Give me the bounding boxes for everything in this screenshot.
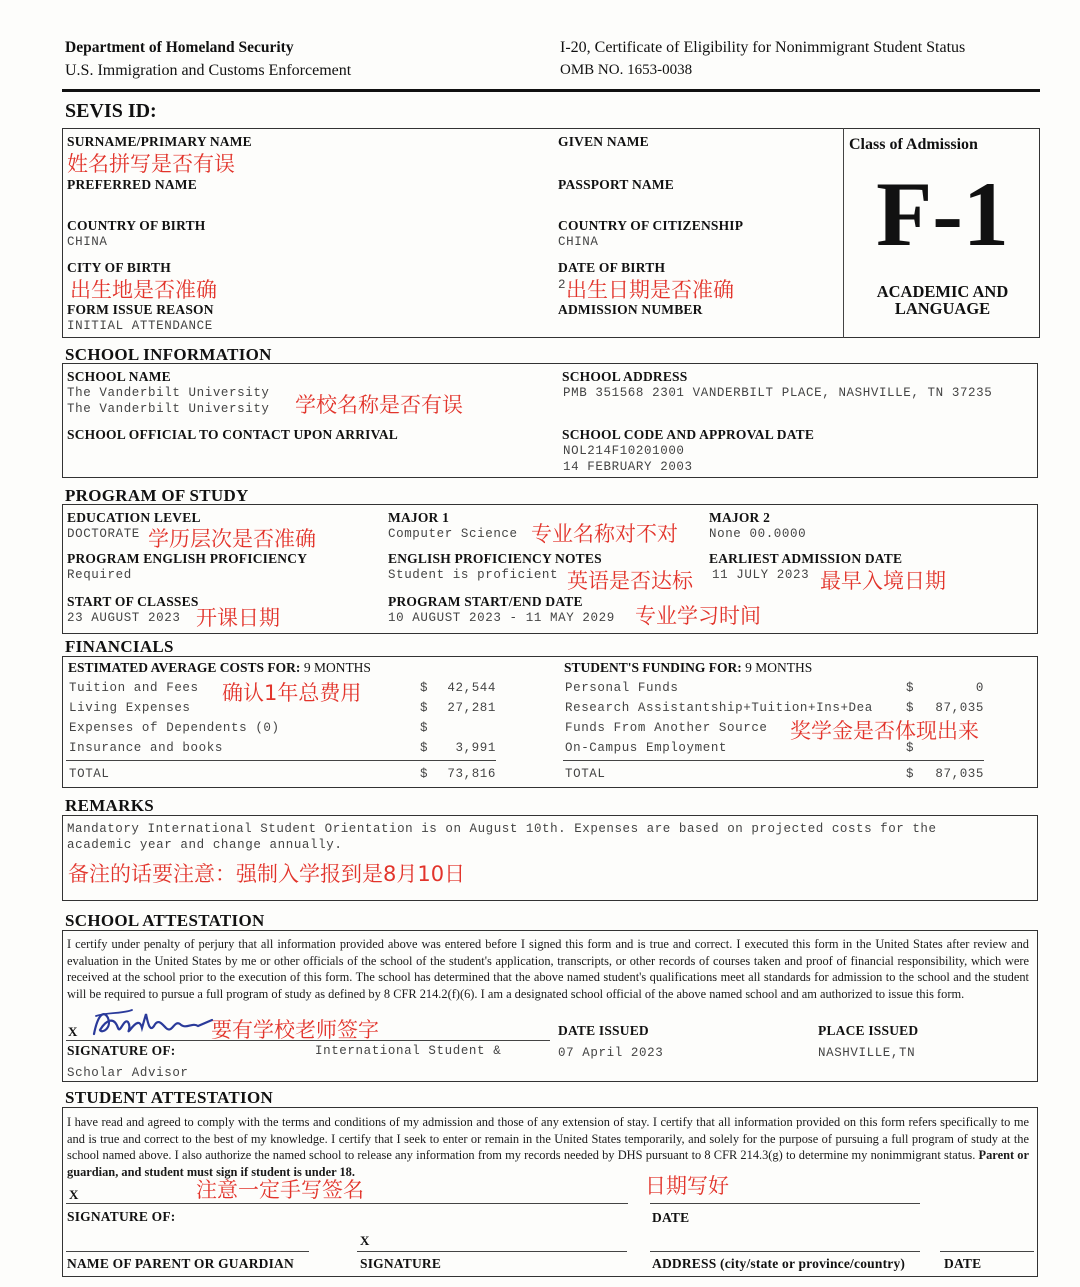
edu-level-label: EDUCATION LEVEL bbox=[67, 510, 201, 525]
admission-class: F-1 bbox=[876, 163, 1009, 265]
parent-signature-label: SIGNATURE bbox=[360, 1256, 442, 1271]
student-date-label: DATE bbox=[652, 1210, 690, 1225]
parent-sign-x: X bbox=[360, 1233, 370, 1248]
citizenship-value: CHINA bbox=[558, 235, 599, 249]
funding-currency: $ bbox=[906, 681, 915, 695]
cost-currency: $ bbox=[420, 681, 429, 695]
cost-label: Tuition and Fees bbox=[69, 681, 199, 695]
parent-date-label: DATE bbox=[944, 1256, 982, 1271]
annotation-school-name: 学校名称是否有误 bbox=[295, 393, 463, 417]
omb-number: OMB NO. 1653-0038 bbox=[560, 62, 693, 78]
annotation-teacher-sign: 要有学校老师签字 bbox=[211, 1018, 379, 1042]
funding-label: Funds From Another Source bbox=[565, 721, 768, 735]
school-name-1: The Vanderbilt University bbox=[67, 386, 270, 400]
funding-amount: 0 bbox=[975, 681, 984, 695]
cost-currency: $ bbox=[420, 701, 429, 715]
program-dates-label: PROGRAM START/END DATE bbox=[388, 594, 583, 609]
funding-total: 87,035 bbox=[935, 767, 984, 781]
preferred-name-label: PREFERRED NAME bbox=[67, 177, 197, 192]
city-birth-label: CITY OF BIRTH bbox=[67, 260, 171, 275]
edu-level-value: DOCTORATE bbox=[67, 527, 140, 541]
student-date-line[interactable] bbox=[650, 1203, 920, 1204]
major1-label: MAJOR 1 bbox=[388, 510, 450, 525]
major2-value: None 00.0000 bbox=[709, 527, 807, 541]
cost-label: Living Expenses bbox=[69, 701, 191, 715]
place-issued-label: PLACE ISSUED bbox=[818, 1023, 919, 1038]
major1-value: Computer Science bbox=[388, 527, 518, 541]
header-rule bbox=[62, 89, 1040, 92]
funding-total-currency: $ bbox=[906, 767, 915, 781]
costs-header: ESTIMATED AVERAGE COSTS FOR: 9 MONTHS bbox=[68, 660, 371, 675]
remarks-title: REMARKS bbox=[65, 796, 154, 815]
english-notes-value: Student is proficient bbox=[388, 568, 559, 582]
date-issued: 07 April 2023 bbox=[558, 1046, 664, 1060]
annotation-hand-sign: 注意一定手写签名 bbox=[196, 1178, 364, 1202]
start-classes-label: START OF CLASSES bbox=[67, 594, 199, 609]
funding-label: On-Campus Employment bbox=[565, 741, 728, 755]
parent-name-label: NAME OF PARENT OR GUARDIAN bbox=[67, 1256, 294, 1271]
annotation-program-time: 专业学习时间 bbox=[635, 604, 761, 628]
issue-reason-value: INITIAL ATTENDANCE bbox=[67, 319, 213, 333]
remarks-line-2: academic year and change annually. bbox=[67, 838, 343, 852]
school-name-2: The Vanderbilt University bbox=[67, 402, 270, 416]
cost-currency: $ bbox=[420, 721, 429, 735]
annotation-edu-level: 学历层次是否准确 bbox=[148, 527, 316, 551]
dob-value: 2 bbox=[558, 278, 567, 292]
student-attestation-title: STUDENT ATTESTATION bbox=[65, 1088, 274, 1107]
date-issued-label: DATE ISSUED bbox=[558, 1023, 649, 1038]
funding-header: STUDENT'S FUNDING FOR: 9 MONTHS bbox=[564, 660, 813, 675]
school-attestation-title: SCHOOL ATTESTATION bbox=[65, 911, 265, 930]
cost-currency: $ bbox=[420, 741, 429, 755]
funding-amount: 87,035 bbox=[935, 701, 984, 715]
official-title-2: Scholar Advisor bbox=[67, 1066, 189, 1080]
dob-label: DATE OF BIRTH bbox=[558, 260, 666, 275]
cost-amount: 27,281 bbox=[447, 701, 496, 715]
issue-reason-label: FORM ISSUE REASON bbox=[67, 302, 214, 317]
annotation-start-class: 开课日期 bbox=[196, 606, 280, 630]
school-info-title: SCHOOL INFORMATION bbox=[65, 345, 272, 364]
annotation-date-write: 日期写好 bbox=[645, 1174, 729, 1198]
student-sign-line[interactable] bbox=[66, 1203, 628, 1204]
funding-label: Research Assistantship+Tuition+Ins+Dea bbox=[565, 701, 873, 715]
financials-title: FINANCIALS bbox=[65, 637, 174, 656]
annotation-birth-date: 出生日期是否准确 bbox=[566, 278, 734, 302]
dept-name: Department of Homeland Security bbox=[65, 39, 294, 56]
student-attestation-text: I have read and agreed to comply with the terms and conditions of my admission and those of any extension of stay. I certify that all information provided on this form refers specifically to me and is true and correct to the best of my knowledge. I certify that I seek to enter or remain in the United States temporarily, and solely for the purpose of pursuing a full program of study at the school named above. I also authorize the named school to release any information from my records needed by DHS pursuant to 8 CFR 214.3(g) to determine my nonimmigrant status. Parent or guardian, and student must sign if student is under 18. bbox=[67, 1115, 1030, 1179]
costs-total: 73,816 bbox=[447, 767, 496, 781]
annotation-english: 英语是否达标 bbox=[567, 569, 693, 593]
school-address: PMB 351568 2301 VANDERBILT PLACE, NASHVILLE, TN 37235 bbox=[563, 386, 993, 400]
earliest-value: 11 JULY 2023 bbox=[712, 568, 810, 582]
admission-type-2: LANGUAGE bbox=[894, 299, 991, 318]
remarks-line-1: Mandatory International Student Orientation is on August 10th. Expenses are based on projected costs for the bbox=[67, 822, 937, 836]
student-sign-x: X bbox=[69, 1187, 79, 1202]
school-attestation-text: I certify under penalty of perjury that all information provided above was entered before I signed this form and is true and correct. I executed this form in the United States after review and evaluation in the United States by me or other officials of the school of the student's application, transcripts, or other records of courses taken and proof of financial responsibility, which were received at the school prior to the execution of this form. The school has determined that the above named student's qualifications meet all standards for admission to the school and the student will be required to pursue a full program of study as defined by 8 CFR 214.2(f)(6). I am a designated school official of the above named school and am authorized to issue this form. bbox=[67, 937, 1029, 1001]
cost-label: Insurance and books bbox=[69, 741, 223, 755]
english-notes-label: ENGLISH PROFICIENCY NOTES bbox=[388, 551, 602, 566]
costs-total-rule bbox=[66, 760, 496, 761]
parent-date-line[interactable] bbox=[940, 1251, 1034, 1252]
school-code-label: SCHOOL CODE AND APPROVAL DATE bbox=[562, 427, 815, 442]
funding-currency: $ bbox=[906, 741, 915, 755]
school-signature-of-label: SIGNATURE OF: bbox=[67, 1043, 176, 1058]
agency-name: U.S. Immigration and Customs Enforcement bbox=[65, 62, 352, 79]
approval-date: 14 FEBRUARY 2003 bbox=[563, 460, 693, 474]
annotation-total-cost: 确认1年总费用 bbox=[222, 681, 362, 705]
country-birth-label: COUNTRY OF BIRTH bbox=[67, 218, 206, 233]
place-issued: NASHVILLE,TN bbox=[818, 1046, 916, 1060]
surname-label: SURNAME/PRIMARY NAME bbox=[67, 134, 252, 149]
cost-label: Expenses of Dependents (0) bbox=[69, 721, 280, 735]
given-name-label: GIVEN NAME bbox=[558, 134, 649, 149]
admission-divider bbox=[843, 128, 844, 338]
parent-address-label: ADDRESS (city/state or province/country) bbox=[652, 1256, 906, 1271]
annotation-scholarship: 奖学金是否体现出来 bbox=[790, 719, 979, 743]
admission-type-1: ACADEMIC AND bbox=[876, 282, 1009, 301]
class-admission-label: Class of Admission bbox=[849, 136, 978, 153]
school-official-label: SCHOOL OFFICIAL TO CONTACT UPON ARRIVAL bbox=[67, 427, 398, 442]
official-signature bbox=[88, 1004, 223, 1044]
start-classes-value: 23 AUGUST 2023 bbox=[67, 611, 181, 625]
student-signature-of-label: SIGNATURE OF: bbox=[67, 1209, 176, 1224]
school-address-label: SCHOOL ADDRESS bbox=[562, 369, 688, 384]
school-sign-x: X bbox=[68, 1024, 78, 1039]
cost-amount: 3,991 bbox=[455, 741, 496, 755]
school-code: NOL214F10201000 bbox=[563, 444, 685, 458]
country-birth-value: CHINA bbox=[67, 235, 108, 249]
annotation-birth-city: 出生地是否准确 bbox=[70, 278, 217, 302]
sevis-id-label: SEVIS ID: bbox=[65, 100, 157, 122]
school-info-box bbox=[62, 363, 1038, 478]
parent-signature-line[interactable] bbox=[357, 1251, 627, 1252]
costs-total-label: TOTAL bbox=[69, 767, 110, 781]
official-title-1: International Student & bbox=[315, 1044, 502, 1058]
school-sign-line bbox=[66, 1040, 550, 1041]
admission-number-label: ADMISSION NUMBER bbox=[558, 302, 703, 317]
major2-label: MAJOR 2 bbox=[709, 510, 771, 525]
annotation-remarks: 备注的话要注意：强制入学报到是8月10日 bbox=[68, 862, 466, 886]
school-name-label: SCHOOL NAME bbox=[67, 369, 171, 384]
funding-total-rule bbox=[563, 760, 984, 761]
costs-total-currency: $ bbox=[420, 767, 429, 781]
annotation-surname: 姓名拼写是否有误 bbox=[67, 152, 235, 176]
program-dates-value: 10 AUGUST 2023 - 11 MAY 2029 bbox=[388, 611, 615, 625]
citizenship-label: COUNTRY OF CITIZENSHIP bbox=[558, 218, 744, 233]
parent-address-line[interactable] bbox=[650, 1251, 920, 1252]
parent-name-line[interactable] bbox=[66, 1251, 309, 1252]
funding-total-label: TOTAL bbox=[565, 767, 606, 781]
form-title: I-20, Certificate of Eligibility for Nonimmigrant Student Status bbox=[560, 39, 966, 56]
funding-currency: $ bbox=[906, 701, 915, 715]
annotation-major: 专业名称对不对 bbox=[531, 522, 678, 546]
earliest-label: EARLIEST ADMISSION DATE bbox=[709, 551, 903, 566]
cost-amount: 42,544 bbox=[447, 681, 496, 695]
english-label: PROGRAM ENGLISH PROFICIENCY bbox=[67, 551, 308, 566]
annotation-earliest-entry: 最早入境日期 bbox=[820, 569, 946, 593]
english-value: Required bbox=[67, 568, 132, 582]
program-title: PROGRAM OF STUDY bbox=[65, 486, 249, 505]
funding-label: Personal Funds bbox=[565, 681, 679, 695]
passport-name-label: PASSPORT NAME bbox=[558, 177, 675, 192]
